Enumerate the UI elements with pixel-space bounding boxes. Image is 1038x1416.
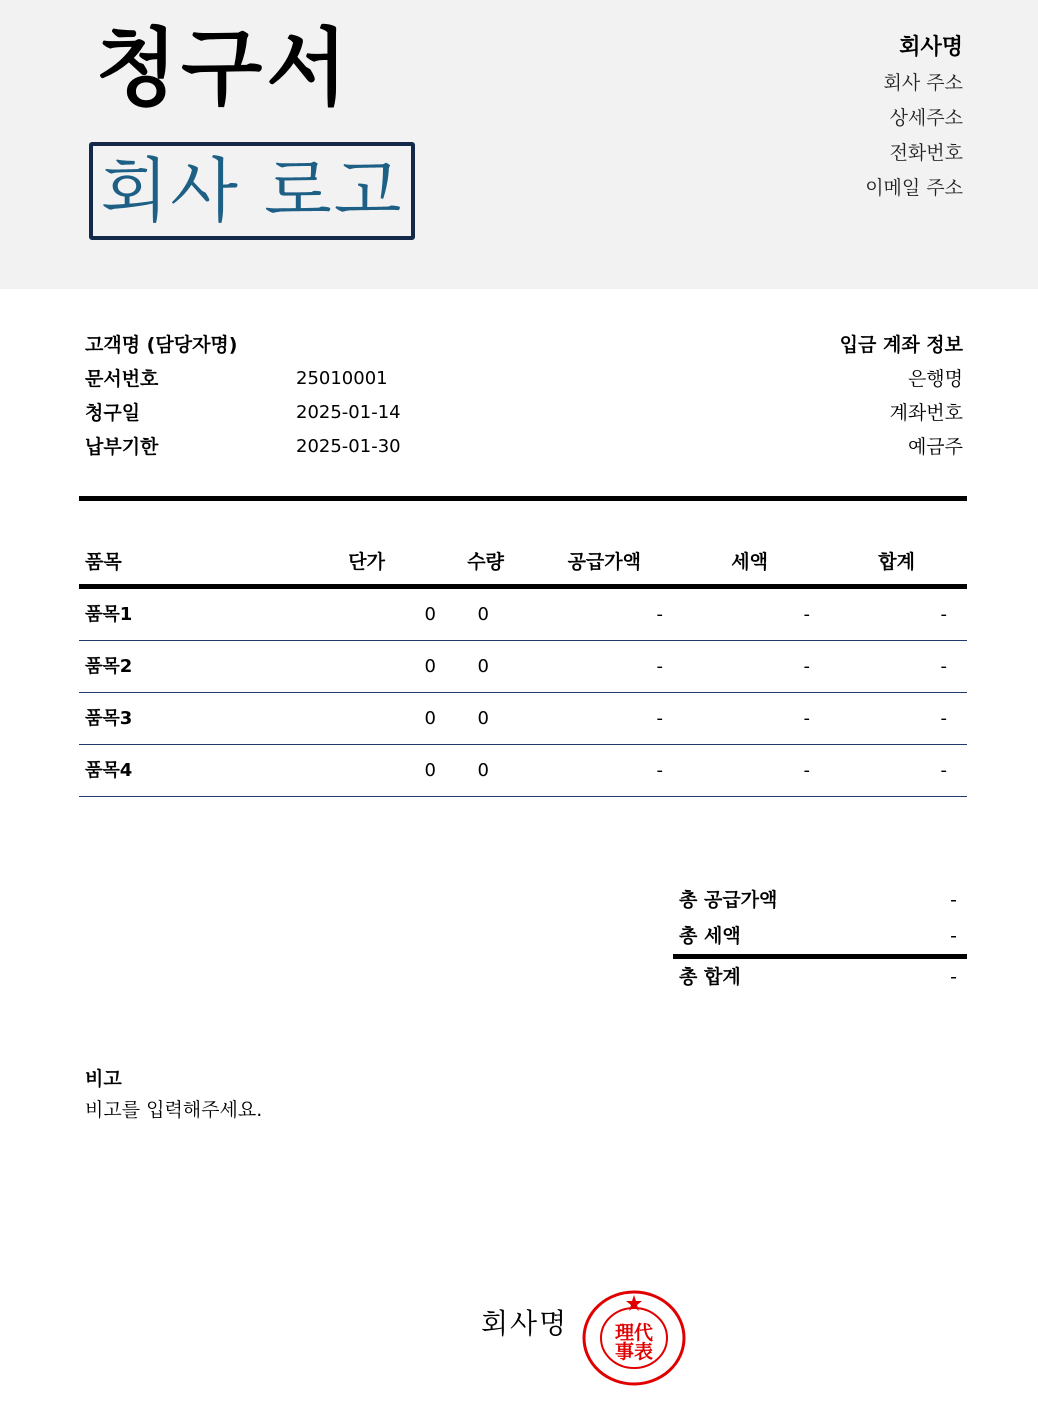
totals-block [673,882,967,995]
cell-item: 품목4 [85,760,133,781]
total-tax-label: 총 세액 [679,925,741,947]
doc-number-value: 25010001 [296,368,388,389]
bank-account-number: 계좌번호 [889,402,963,424]
company-address: 회사 주소 [883,72,963,94]
company-name: 회사명 [899,35,963,60]
col-supply-header: 공급가액 [567,551,641,573]
col-tax-header: 세액 [731,551,768,573]
cell-item: 품목1 [85,604,133,625]
doc-number-label: 문서번호 [85,368,159,390]
cell-item: 품목2 [85,656,133,677]
total-tax-row [673,918,967,954]
company-info [865,30,963,206]
grand-total-row [673,959,967,995]
cell-price: 0 [424,656,436,677]
col-price-header: 단가 [348,551,385,573]
issue-date-value: 2025-01-14 [296,402,401,423]
notes-body: 비고를 입력해주세요. [85,1099,263,1121]
col-qty-header: 수량 [467,551,504,573]
cell-supply: - [656,656,663,677]
logo-text: 회사 로고 [100,150,404,232]
grand-total-value: - [950,966,957,988]
section-divider [79,496,967,501]
cell-tax: - [803,604,810,625]
cell-tax: - [803,708,810,729]
cell-qty: 0 [477,708,489,729]
table-row [79,745,967,797]
cell-qty: 0 [477,760,489,781]
bank-heading: 입금 계좌 정보 [839,334,963,356]
invoice-meta [85,328,401,464]
cell-price: 0 [424,760,436,781]
grand-total-label: 총 합계 [679,966,741,988]
cell-total: - [940,604,947,625]
cell-total: - [940,656,947,677]
due-date-label: 납부기한 [85,436,159,458]
table-row [79,589,967,641]
total-supply-label: 총 공급가액 [679,889,778,911]
cell-tax: - [803,656,810,677]
items-table [79,540,967,797]
company-seal-stamp [580,1288,688,1388]
cell-qty: 0 [477,604,489,625]
total-supply-value: - [950,889,957,911]
bank-account-holder: 예금주 [907,436,963,458]
bank-info [840,328,963,464]
cell-price: 0 [424,604,436,625]
company-phone: 전화번호 [889,142,963,164]
table-header [79,540,967,589]
seal-text-top: 理代 [614,1322,654,1344]
cell-qty: 0 [477,656,489,677]
cell-total: - [940,760,947,781]
customer-name: 고객명 (담당자명) [85,334,238,356]
table-row [79,641,967,693]
cell-total: - [940,708,947,729]
col-item-header: 품목 [85,551,122,573]
due-date-value: 2025-01-30 [296,436,401,457]
total-tax-value: - [950,925,957,947]
issue-date-label: 청구일 [85,402,141,424]
notes-heading: 비고 [85,1068,122,1090]
bank-name: 은행명 [907,368,963,390]
document-title: 청구서 [96,19,352,117]
cell-item: 품목3 [85,708,133,729]
cell-price: 0 [424,708,436,729]
header-band [0,0,1038,289]
cell-supply: - [656,760,663,781]
signature-company-name: 회사명 [481,1307,569,1340]
company-email: 이메일 주소 [865,177,963,199]
table-row [79,693,967,745]
seal-text-bottom: 事表 [614,1341,654,1363]
col-total-header: 합계 [878,551,915,573]
company-detail-address: 상세주소 [889,107,963,129]
company-logo [89,142,415,240]
cell-tax: - [803,760,810,781]
notes-section [85,1064,262,1126]
cell-supply: - [656,604,663,625]
total-supply-row [673,882,967,918]
cell-supply: - [656,708,663,729]
